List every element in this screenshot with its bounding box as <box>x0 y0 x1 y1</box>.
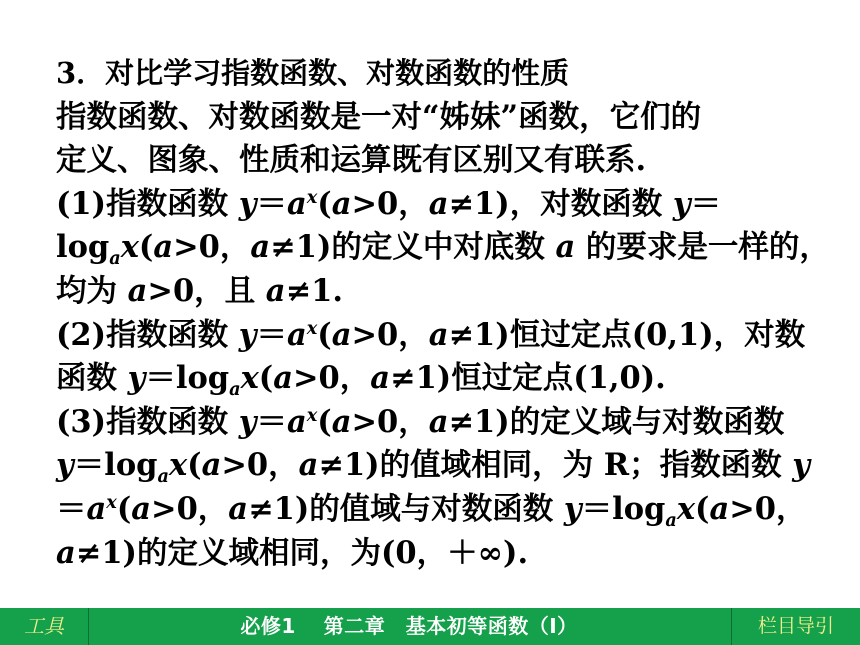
paragraph-line <box>56 314 846 358</box>
text-run: ≠1)的定义域与对数函数 <box>448 403 785 440</box>
math-variable: a <box>273 360 293 397</box>
superscript: x <box>306 317 318 339</box>
text-run: ≠1. <box>285 272 343 309</box>
text-run: >0， <box>351 316 429 353</box>
math-variable: a <box>153 229 174 266</box>
paragraph-line <box>56 532 846 576</box>
math-variable: a <box>428 185 449 222</box>
math-variable: y <box>127 360 146 397</box>
text-run: log <box>56 229 110 266</box>
text-run: ( <box>116 490 132 527</box>
text-run: ＝log <box>581 490 666 527</box>
text-run: >0， <box>729 490 807 527</box>
math-variable: a <box>86 490 107 527</box>
text-run: ≠1)，对数函数 <box>448 185 673 222</box>
math-variable: y <box>563 490 582 527</box>
section-heading <box>56 52 846 96</box>
paragraph-line <box>56 444 846 488</box>
text-run: ＝ <box>256 403 287 440</box>
paragraph-line <box>56 226 846 270</box>
subscript: a <box>109 248 121 270</box>
math-variable: a <box>286 316 307 353</box>
math-variable: a <box>331 403 352 440</box>
text-run: ( <box>138 229 154 266</box>
math-variable: a <box>331 316 352 353</box>
footer-bar <box>0 608 860 645</box>
text-run: 定义、图象、性质和运算既有区别又有联系. <box>56 142 647 179</box>
text-run: (1)指数函数 <box>56 185 239 222</box>
math-variable: a <box>56 534 76 571</box>
text-run: ＝ <box>690 185 722 222</box>
text-run: ＝ <box>256 185 287 222</box>
math-variable: x <box>168 447 188 484</box>
text-run: ( <box>317 185 332 222</box>
superscript: x <box>106 491 117 513</box>
text-run: ≠1)的定义域相同，为(0，＋∞). <box>75 534 529 571</box>
text-run: ≠1)的定义中对底数 <box>270 229 556 266</box>
math-variable: a <box>201 447 222 484</box>
text-run: ≠1)的值域相同，为 R；指数函数 <box>318 447 793 484</box>
text-run: >0， <box>292 360 371 397</box>
subscript: a <box>157 466 169 488</box>
math-variable: x <box>676 490 696 527</box>
text-run: 指数函数、对数函数是一对“姊妹”函数，它们的 <box>56 98 702 135</box>
math-variable: a <box>298 447 319 484</box>
text-run: >0， <box>151 490 229 527</box>
superscript: x <box>306 186 318 208</box>
math-variable: a <box>709 490 730 527</box>
text-run: ( <box>258 360 274 397</box>
paragraph-line <box>56 139 846 183</box>
text-run: >0，且 <box>147 272 266 309</box>
math-variable: a <box>131 490 152 527</box>
text-run: ＝log <box>145 360 230 397</box>
text-run: (3)指数函数 <box>56 403 239 440</box>
text-run: 3．对比学习指数函数、对数函数的性质 <box>56 56 570 90</box>
text-run: 的要求是一样的， <box>575 229 830 266</box>
text-run: >0， <box>351 185 429 222</box>
paragraph-line <box>56 357 846 401</box>
math-variable: y <box>672 185 691 222</box>
paragraph-line <box>56 183 846 227</box>
chapter-title: 必修1 第二章 基本初等函数（Ⅰ） <box>240 614 578 638</box>
math-variable: a <box>331 185 352 222</box>
math-variable: y <box>792 447 810 484</box>
section-nav-link[interactable]: 栏目导引 <box>757 615 834 637</box>
superscript: x <box>306 404 318 426</box>
math-variable: x <box>240 360 259 397</box>
math-variable: a <box>265 272 286 309</box>
paragraph-line <box>56 270 846 314</box>
math-variable: y <box>238 185 257 222</box>
text-run: ≠1)恒过定点(0,1)，对数 <box>448 316 806 353</box>
text-run: 函数 <box>56 360 128 397</box>
math-variable: a <box>250 229 271 266</box>
subscript: a <box>665 510 677 532</box>
math-variable: a <box>428 316 449 353</box>
math-variable: a <box>428 403 449 440</box>
tools-link[interactable]: 工具 <box>24 614 64 638</box>
text-run: ≠1)恒过定点(1,0). <box>390 360 666 397</box>
math-variable: a <box>228 490 249 527</box>
text-run: ( <box>317 316 332 353</box>
paragraph-line <box>56 96 846 140</box>
text-run: ＝ <box>256 316 287 353</box>
math-variable: y <box>238 403 257 440</box>
math-variable: a <box>370 360 391 397</box>
math-variable: y <box>238 316 257 353</box>
paragraph-line <box>56 401 846 445</box>
text-run: ≠1)的值域与对数函数 <box>248 490 564 527</box>
slide-body <box>56 52 846 575</box>
text-run: ( <box>187 447 202 484</box>
subscript: a <box>229 379 241 401</box>
math-variable: a <box>286 185 307 222</box>
text-run: >0， <box>173 229 251 266</box>
text-run: 均为 <box>56 272 128 309</box>
math-variable: x <box>120 229 139 266</box>
text-run: ( <box>695 490 710 527</box>
math-variable: a <box>127 272 148 309</box>
text-run: ＝log <box>73 447 158 484</box>
text-run: (2)指数函数 <box>56 316 239 353</box>
text-run: ＝ <box>56 490 87 527</box>
math-variable: a <box>555 229 576 266</box>
text-run: ( <box>317 403 332 440</box>
text-run: >0， <box>221 447 299 484</box>
math-variable: a <box>286 403 307 440</box>
text-run: >0， <box>351 403 429 440</box>
paragraph-line <box>56 488 846 532</box>
math-variable: y <box>56 447 74 484</box>
